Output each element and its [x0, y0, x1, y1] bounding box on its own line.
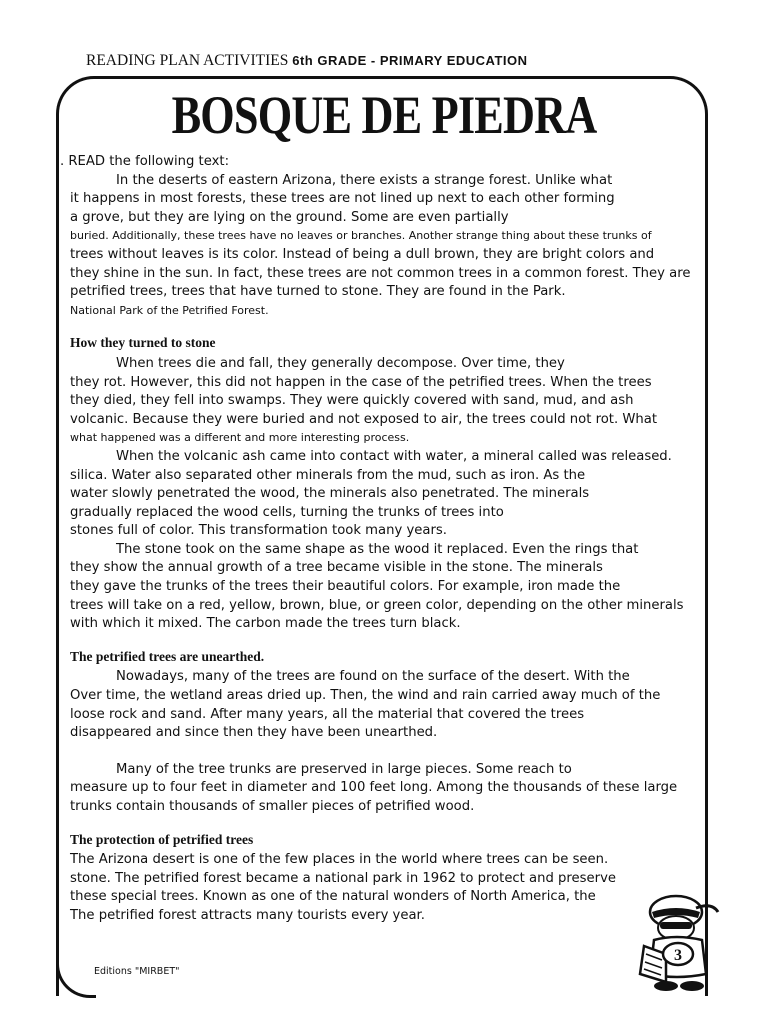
text-line: these special trees. Known as one of the natural wonders of North America, the — [70, 889, 596, 905]
section-heading: The protection of petrified trees — [70, 831, 254, 847]
text-line: When trees die and fall, they generally decompose. Over time, they — [116, 355, 565, 371]
text-line: loose rock and sand. After many years, all the material that covered the trees — [70, 706, 585, 722]
text-line: Nowadays, many of the trees are found on the surface of the desert. With the — [116, 669, 630, 685]
text-line: they gave the trunks of the trees their beautiful colors. For example, iron made the — [70, 579, 621, 595]
text-line: a grove, but they are lying on the ground. Some are even partially — [70, 209, 509, 225]
text-line: gradually replaced the wood cells, turning the trunks of trees into — [70, 504, 504, 520]
text-line: Over time, the wetland areas dried up. Then, the wind and rain carried away much of the — [70, 688, 661, 704]
text-line: buried. Additionally, these trees have no leaves or branches. Another strange thing about these trunks of — [70, 229, 652, 243]
text-sections — [70, 334, 710, 925]
text-line: Many of the tree trunks are preserved in large pieces. Some reach to — [116, 761, 572, 777]
text-line: trees without leaves is its color. Instead of being a dull brown, they are bright colors and — [70, 246, 655, 262]
text-line: what happened was a different and more interesting process. — [70, 431, 410, 445]
text-line: The stone took on the same shape as the wood it replaced. Even the rings that — [116, 541, 639, 557]
text-line: National Park of the Petrified Forest. — [70, 303, 269, 317]
text-section — [70, 831, 710, 926]
text-line: measure up to four feet in diameter and 100 feet long. Among the thousands of these large — [70, 780, 678, 796]
section-heading: How they turned to stone — [70, 335, 216, 351]
page-title: BOSQUE DE PIEDRA — [171, 85, 597, 145]
text-section — [70, 334, 710, 634]
text-line: they show the annual growth of a tree became visible in the stone. The minerals — [70, 560, 603, 576]
text-line: silica. Water also separated other minerals from the mud, such as iron. As the — [70, 467, 586, 483]
text-line: trunks contain thousands of smaller pieces of petrified wood. — [70, 799, 475, 814]
page-header — [86, 52, 528, 70]
header-prefix: READING PLAN ACTIVITIES — [86, 52, 293, 69]
text-line: stones full of color. This transformation took many years. — [70, 523, 447, 539]
text-line: stone. The petrified forest became a national park in 1962 to protect and preserve — [70, 870, 616, 886]
page-number: 3 — [674, 947, 682, 964]
header-grade: 6th GRADE - PRIMARY EDUCATION — [292, 53, 528, 68]
text-line: trees will take on a red, yellow, brown, blue, or green color, depending on the other minerals — [70, 597, 684, 613]
text-line: petrified trees, trees that have turned to stone. They are found in the Park. — [70, 284, 566, 300]
text-line: with which it mixed. The carbon made the trees turn black. — [70, 616, 461, 632]
text-line: they died, they fell into swamps. They were quickly covered with sand, mud, and ash — [70, 393, 634, 409]
paragraph-gap — [70, 743, 710, 761]
text-line: When the volcanic ash came into contact with water, a mineral called was released. — [116, 448, 672, 464]
text-line: The petrified forest attracts many tourists every year. — [70, 907, 425, 923]
text-line: The Arizona desert is one of the few places in the world where trees can be seen. — [70, 852, 609, 868]
text-line: water slowly penetrated the wood, the minerals also penetrated. The minerals — [70, 486, 590, 502]
publisher-credit: Editions "MIRBET" — [94, 966, 180, 977]
text-line: volcanic. Because they were buried and not exposed to air, the trees could not rot. What — [70, 411, 657, 427]
text-line: disappeared and since then they have been unearthed. — [70, 725, 438, 741]
section-heading: The petrified trees are unearthed. — [70, 648, 265, 664]
text-line: they shine in the sun. In fact, these trees are not common trees in a common forest. They are — [70, 265, 691, 281]
text-line: . READ the following text: — [60, 154, 230, 169]
text-line: In the deserts of eastern Arizona, there exists a strange forest. Unlike what — [116, 172, 613, 188]
text-line: it happens in most forests, these trees are not lined up next to each other forming — [70, 191, 615, 207]
text-line: they rot. However, this did not happen in the case of the petrified trees. When the trees — [70, 374, 652, 390]
intro-paragraph — [60, 153, 710, 320]
reading-text — [60, 153, 710, 926]
text-section — [70, 648, 710, 817]
reading-mascot-icon — [626, 878, 726, 998]
